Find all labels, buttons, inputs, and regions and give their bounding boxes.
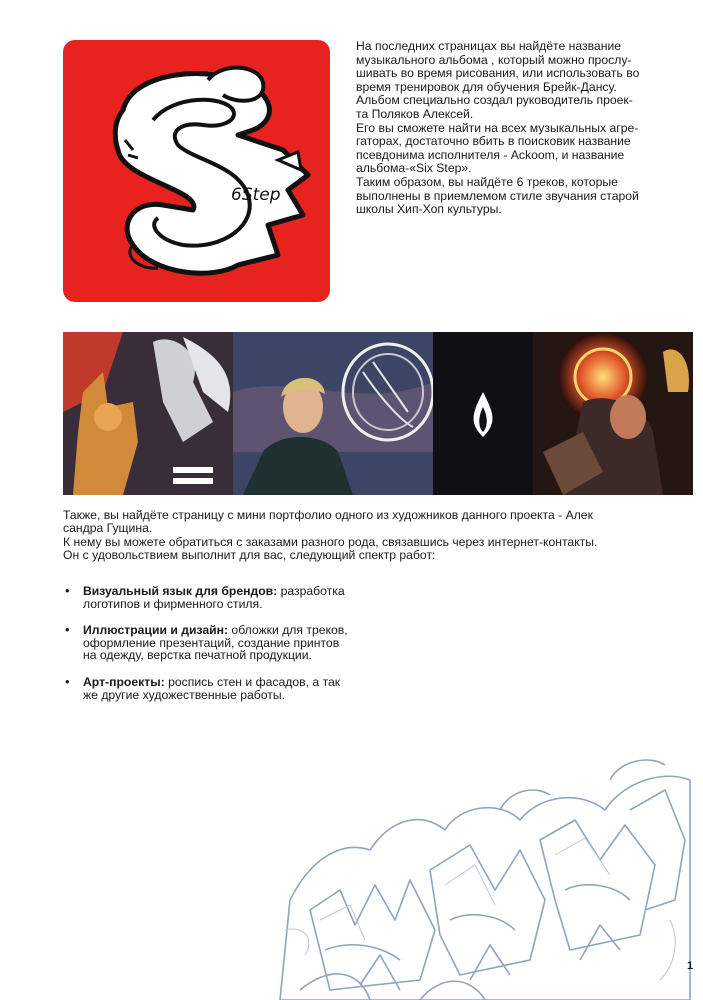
service-item-illustration bbox=[63, 624, 423, 662]
axel-label: AXEL bbox=[505, 775, 548, 793]
page-number: 1 bbox=[687, 960, 694, 972]
service-title: Визуальный язык для брендов: bbox=[83, 584, 278, 598]
services-list bbox=[63, 585, 423, 715]
graffiti-sketch-decoration bbox=[270, 750, 693, 1000]
bullet-icon: • bbox=[65, 622, 70, 638]
portfolio-description: Также, вы найдёте страницу с мини портфолио одного из художников данного проекта - Алек сандра Гущина. К нему вы можете обратиться с заказами разного рода, связавшись через интернет-контакты. Он с удовольствием выполнит для вас, следующий спектр работ: bbox=[63, 508, 598, 563]
graffiti-s-logo-art bbox=[63, 40, 330, 302]
album-description: На последних страницах вы найдёте название музыкального альбома , который можно прослу- шивать во время рисования, или использовать во время тренировок для обучения Брейк-Дансу. Альбом специально создал руководитель проек- та Поляков Алексей. Его вы сможете найти на всех музыкальных агре- гаторах, достаточно вбить в поисковик название псевдонима исполнителя - Ackoom, и название альбома-«Six Step». Таким образом, вы найдёте 6 треков, которые выполнены в приемлемом стиле звучания старой школы Хип-Хоп культуры. bbox=[356, 39, 640, 217]
service-body: разработка логотипов и фирменного стиля. bbox=[83, 584, 345, 611]
bullet-icon: • bbox=[65, 673, 70, 689]
service-item-brands bbox=[63, 585, 423, 610]
bullet-icon: • bbox=[65, 583, 70, 598]
service-body: роспись стен и фасадов, а так же другие художественные работы. bbox=[83, 674, 341, 702]
service-body: обложки для треков, оформление презентаций, создание принтов на одежду, верстка печатной продукции. bbox=[83, 623, 348, 663]
six-step-logo bbox=[63, 40, 330, 302]
service-title: Арт-проекты: bbox=[83, 674, 165, 689]
banner-illustration bbox=[63, 332, 693, 495]
logo-signature: 6Step bbox=[231, 185, 281, 205]
service-item-art bbox=[63, 673, 423, 702]
service-title: Иллюстрации и дизайн: bbox=[83, 623, 229, 638]
